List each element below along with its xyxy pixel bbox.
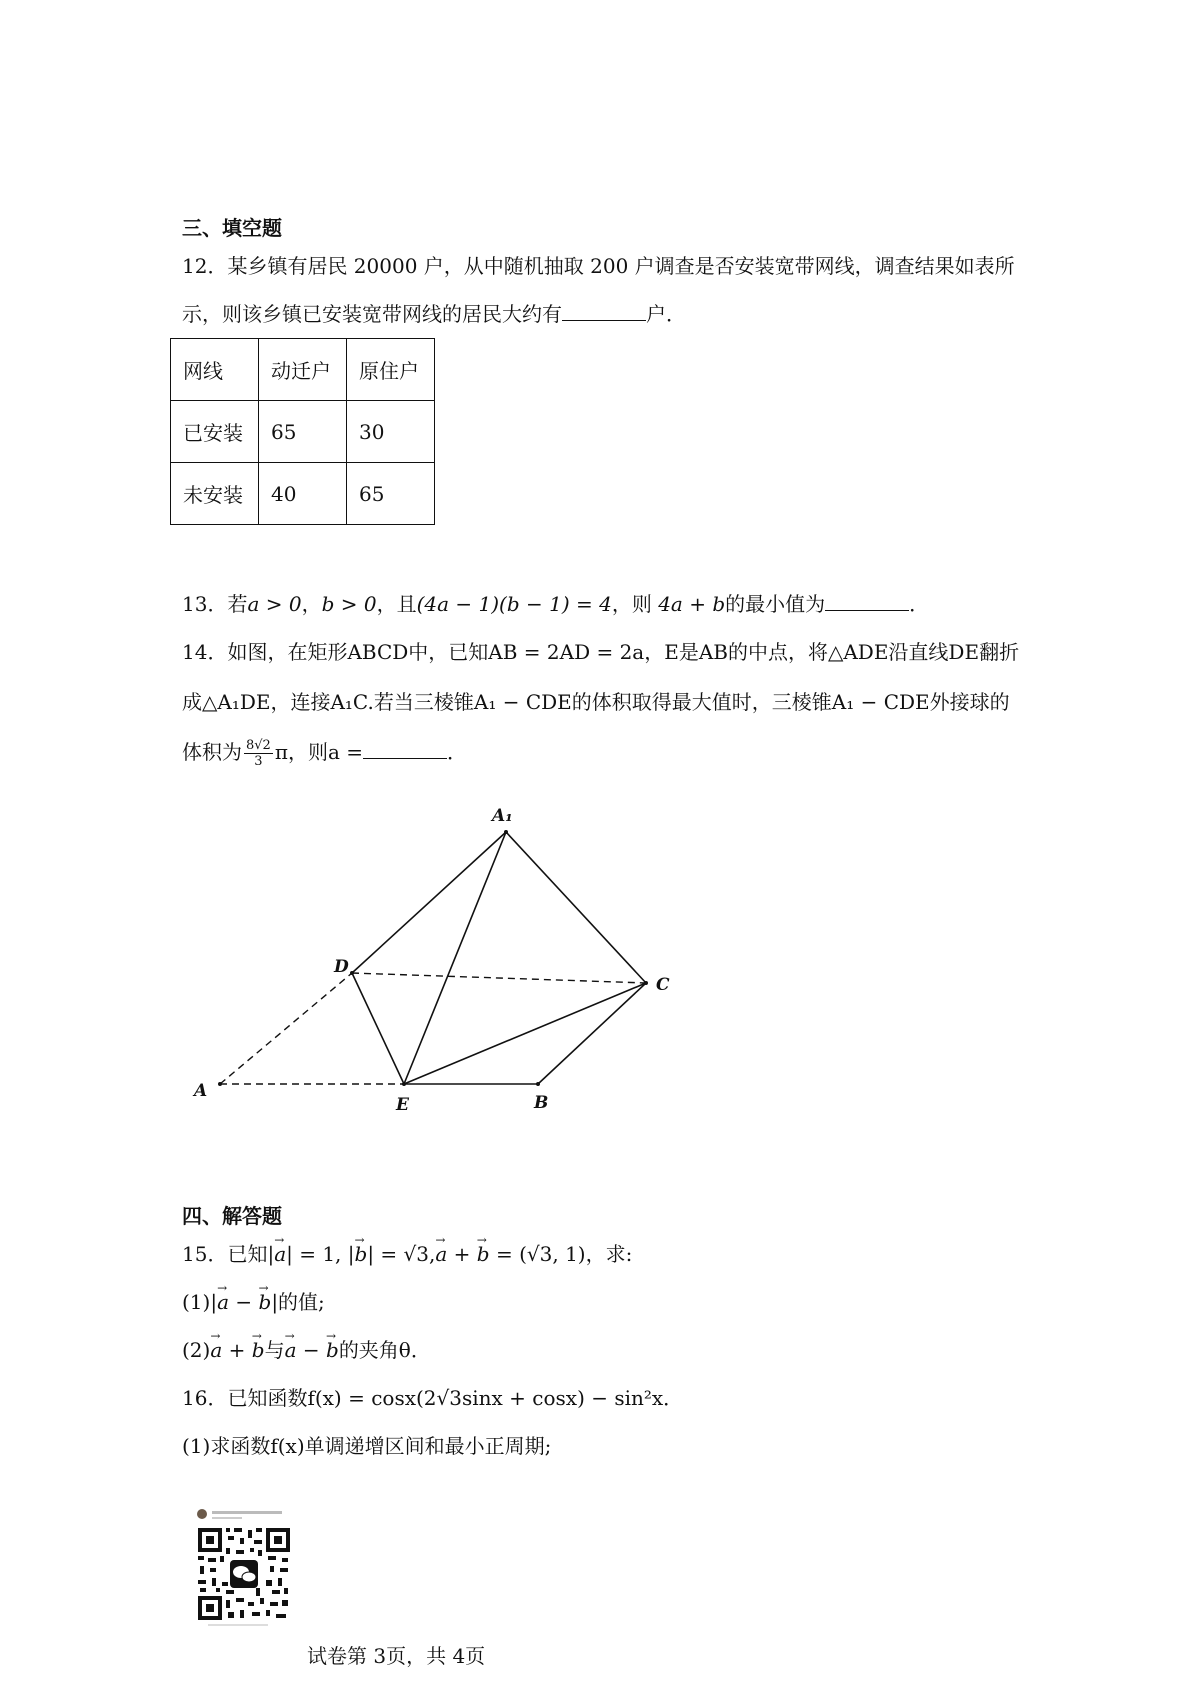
vector-b: → b	[326, 1336, 339, 1364]
edge-d-e	[352, 973, 404, 1084]
q15-with: 与	[264, 1338, 285, 1362]
qr-code-icon	[196, 1508, 292, 1628]
vector-a: → a	[285, 1336, 297, 1364]
q13-b-condition: b > 0	[321, 592, 377, 616]
edge-a1-c	[506, 832, 646, 983]
table-header-cell: 原住户	[347, 339, 435, 401]
q13-a-condition: a > 0	[247, 592, 302, 616]
q12-line1: 12．某乡镇有居民 20000 户，从中随机抽取 200 户调查是否安装宽带网线，调查结果如表所	[182, 254, 1015, 278]
table-cell: 30	[347, 401, 435, 463]
table-cell: 65	[259, 401, 347, 463]
q15-p1-pre: (1)|	[182, 1290, 218, 1314]
point-b	[536, 1082, 540, 1086]
q15-minus: −	[229, 1290, 259, 1314]
vector-a: → a	[210, 1336, 222, 1364]
q14-line2: 成△A₁DE，连接A₁C.若当三棱锥A₁ − CDE的体积取得最大值时，三棱锥A₁ − CDE外接球的	[182, 690, 1010, 714]
q15-minus: −	[296, 1338, 326, 1362]
fraction-denominator: 3	[254, 754, 263, 769]
edge-b-c	[538, 983, 646, 1084]
vector-a: → a	[274, 1240, 286, 1268]
edge-a-d-dashed	[220, 973, 352, 1084]
q13-post: 的最小值为	[725, 592, 826, 616]
q14-line3-end: ．	[447, 740, 468, 764]
q15-eq1: | = 1, |	[286, 1242, 355, 1266]
fraction-numerator: 8√2	[246, 738, 271, 753]
vector-b: → b	[477, 1240, 490, 1268]
vector-a: → a	[217, 1288, 229, 1316]
edge-a1-e	[404, 832, 506, 1084]
q15-part2	[182, 1336, 431, 1364]
label-a: A	[194, 1081, 208, 1101]
q15-eq2: | = √3,	[367, 1242, 436, 1266]
q13-mid2: ，则	[611, 592, 659, 616]
label-a1: A₁	[492, 806, 513, 826]
table-cell: 40	[259, 463, 347, 525]
q15-line1	[182, 1240, 632, 1268]
table-cell: 65	[347, 463, 435, 525]
label-d: D	[334, 957, 349, 977]
point-d	[350, 971, 354, 975]
vector-b: → b	[259, 1288, 272, 1316]
edge-d-c-dashed	[352, 973, 646, 983]
q14-line3-mid: π，则a =	[274, 740, 364, 764]
q13-end: ．	[909, 592, 930, 616]
q13-sep: ，	[301, 592, 322, 616]
q14-line1: 14．如图，在矩形ABCD中，已知AB = 2AD = 2a，E是AB的中点，将△ADE沿直线DE翻折	[182, 640, 1020, 664]
q12-line2-pre: 示，则该乡镇已安装宽带网线的居民大约有	[182, 302, 562, 326]
table-header-cell: 动迁户	[259, 339, 347, 401]
vector-b: → b	[252, 1336, 265, 1364]
vector-a: → a	[435, 1240, 447, 1268]
q15-plus: +	[222, 1338, 252, 1362]
label-b: B	[534, 1093, 549, 1113]
point-c	[644, 981, 648, 985]
q13-pre: 13．若	[182, 592, 248, 616]
label-c: C	[656, 975, 670, 995]
edge-e-c	[404, 983, 646, 1084]
q13-mid: ，且	[376, 592, 417, 616]
point-e	[402, 1082, 406, 1086]
point-a1	[504, 830, 508, 834]
qr-code-image	[196, 1508, 292, 1628]
q14-line3-pre: 体积为	[182, 740, 242, 764]
q15-pre: 15．已知|	[182, 1242, 275, 1266]
point-a	[218, 1082, 222, 1086]
q15-part1	[182, 1288, 325, 1316]
section-title-answer: 四、解答题	[182, 1204, 282, 1228]
q15-plus: +	[447, 1242, 477, 1266]
label-e: E	[396, 1095, 409, 1115]
vector-b: → b	[355, 1240, 368, 1268]
table-header-cell: 网线	[171, 339, 259, 401]
page-footer: 试卷第 3页，共 4页	[307, 1644, 486, 1668]
edge-a1-d	[352, 832, 506, 973]
table-cell: 未安装	[171, 463, 259, 525]
q16-line2: (1)求函数f(x)单调递增区间和最小正周期;	[182, 1434, 552, 1458]
q15-p1-post: |的值;	[271, 1290, 325, 1314]
table-cell: 已安装	[171, 401, 259, 463]
q15-p2-post: 的夹角θ．	[338, 1338, 431, 1362]
section-title-fill-in: 三、填空题	[182, 216, 282, 240]
q15-p2-pre: (2)	[182, 1338, 211, 1362]
q16-line1: 16．已知函数f(x) = cosx(2√3sinx + cosx) − sin²x．	[182, 1386, 684, 1410]
q13-equation: (4a − 1)(b − 1) = 4	[416, 592, 612, 616]
q15-eq3: = (√3, 1)，求:	[489, 1242, 633, 1266]
q13-expression: 4a + b	[658, 592, 726, 616]
q12-line2-post: 户．	[646, 302, 686, 326]
